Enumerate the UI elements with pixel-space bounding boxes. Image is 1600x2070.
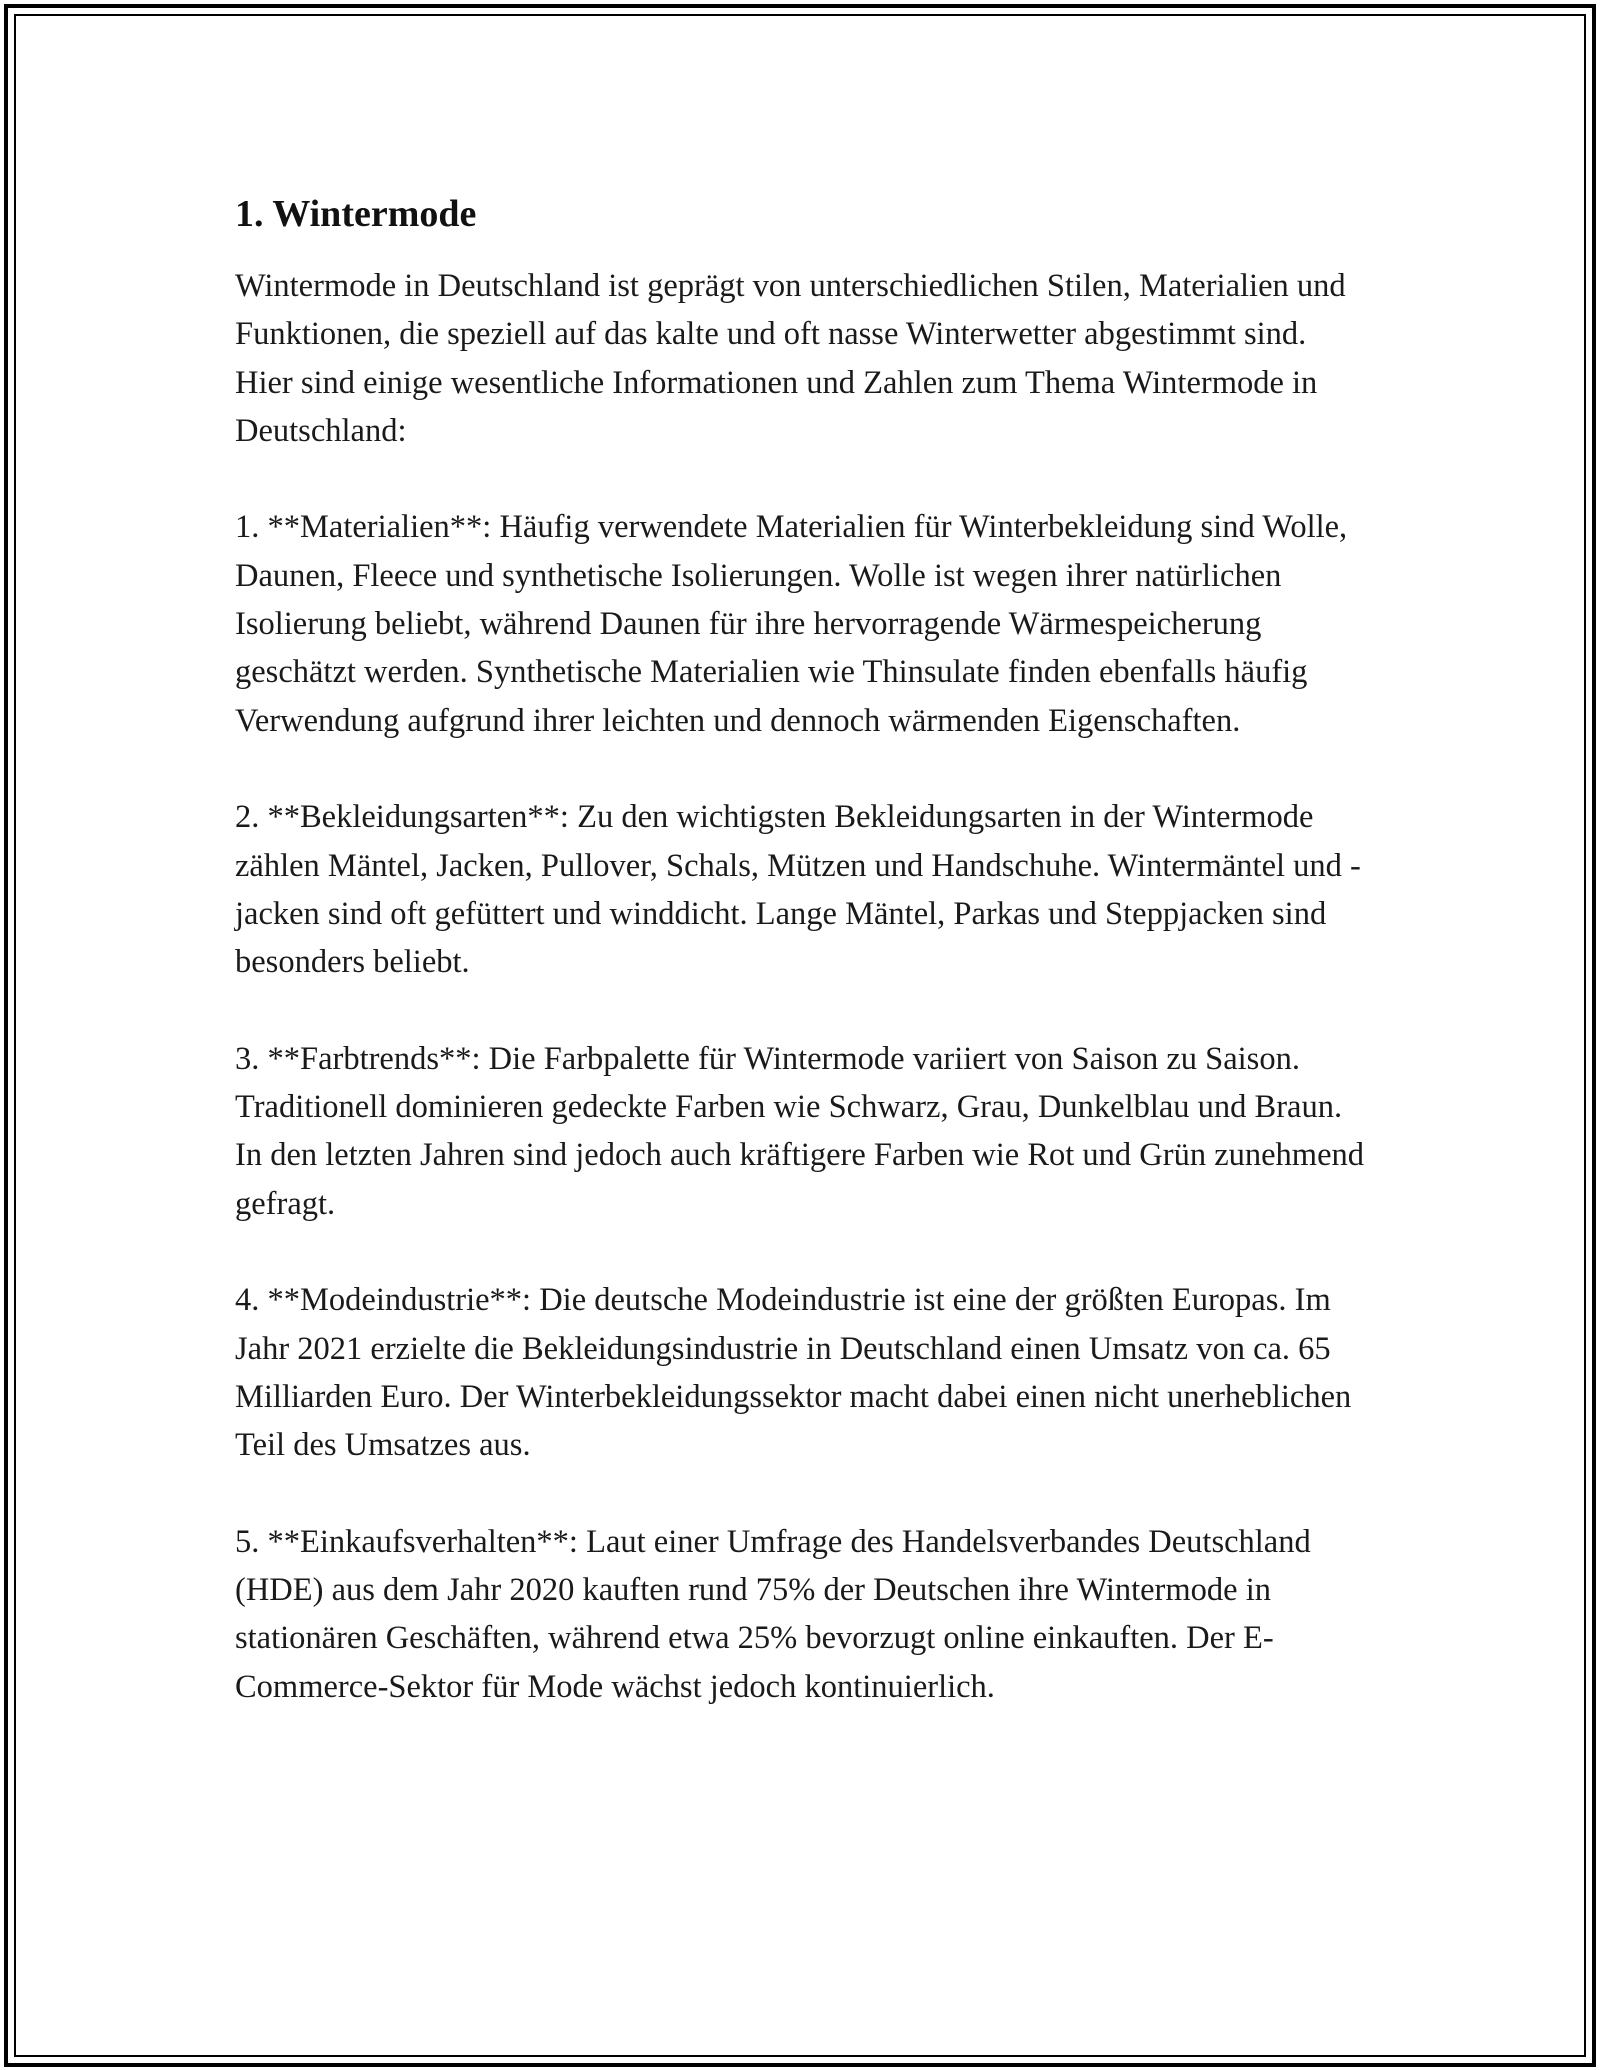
- paragraph-einkaufsverhalten: 5. **Einkaufsverhalten**: Laut einer Umfrage des Handelsverbandes Deutschland (HDE) aus dem Jahr 2020 kauften rund 75% der Deutschen ihre Wintermode in stationären Geschäften, während etwa 25% bevorzugt online einkauften. Der E-Commerce-Sektor für Mode wächst jedoch kontinuierlich.: [235, 1523, 1311, 1705]
- intro-paragraph: Wintermode in Deutschland ist geprägt von unterschiedlichen Stilen, Materialien und Funktionen, die speziell auf das kalte und oft nasse Winterwetter abgestimmt sind. Hier sind einige wesentliche Informationen und Zahlen zum Thema Wintermode in Deutschland:: [235, 268, 1346, 449]
- paragraph-modeindustrie: 4. **Modeindustrie**: Die deutsche Modeindustrie ist eine der größten Europas. Im Jahr 2021 erzielte die Bekleidungsindustrie in Deutschland einen Umsatz von ca. 65 Milliarden Euro. Der Winterbekleidungssektor macht dabei einen nicht unerheblichen Teil des Umsatzes aus.: [235, 1282, 1352, 1464]
- document-body: [235, 186, 1365, 1759]
- paragraph-farbtrends: 3. **Farbtrends**: Die Farbpalette für Wintermode variiert von Saison zu Saison. Traditionell dominieren gedeckte Farben wie Schwarz, Grau, Dunkelblau und Braun. In den letzten Jahren sind jedoch auch kräftigere Farben wie Rot und Grün zunehmend gefragt.: [235, 1040, 1364, 1222]
- paragraph-bekleidungsarten: 2. **Bekleidungsarten**: Zu den wichtigsten Bekleidungsarten in der Wintermode zählen Mäntel, Jacken, Pullover, Schals, Mützen und Handschuhe. Wintermäntel und -jacken sind oft gefüttert und winddicht. Lange Mäntel, Parkas und Steppjacken sind besonders beliebt.: [235, 799, 1361, 981]
- paragraph-materialien: 1. **Materialien**: Häufig verwendete Materialien für Winterbekleidung sind Wolle, Daunen, Fleece und synthetische Isolierungen. Wolle ist wegen ihrer natürlichen Isolierung beliebt, während Daunen für ihre hervorragende Wärmespeicherung geschätzt werden. Synthetische Materialien wie Thinsulate finden ebenfalls häufig Verwendung aufgrund ihrer leichten und dennoch wärmenden Eigenschaften.: [235, 509, 1348, 739]
- section-title: 1. Wintermode: [235, 193, 477, 235]
